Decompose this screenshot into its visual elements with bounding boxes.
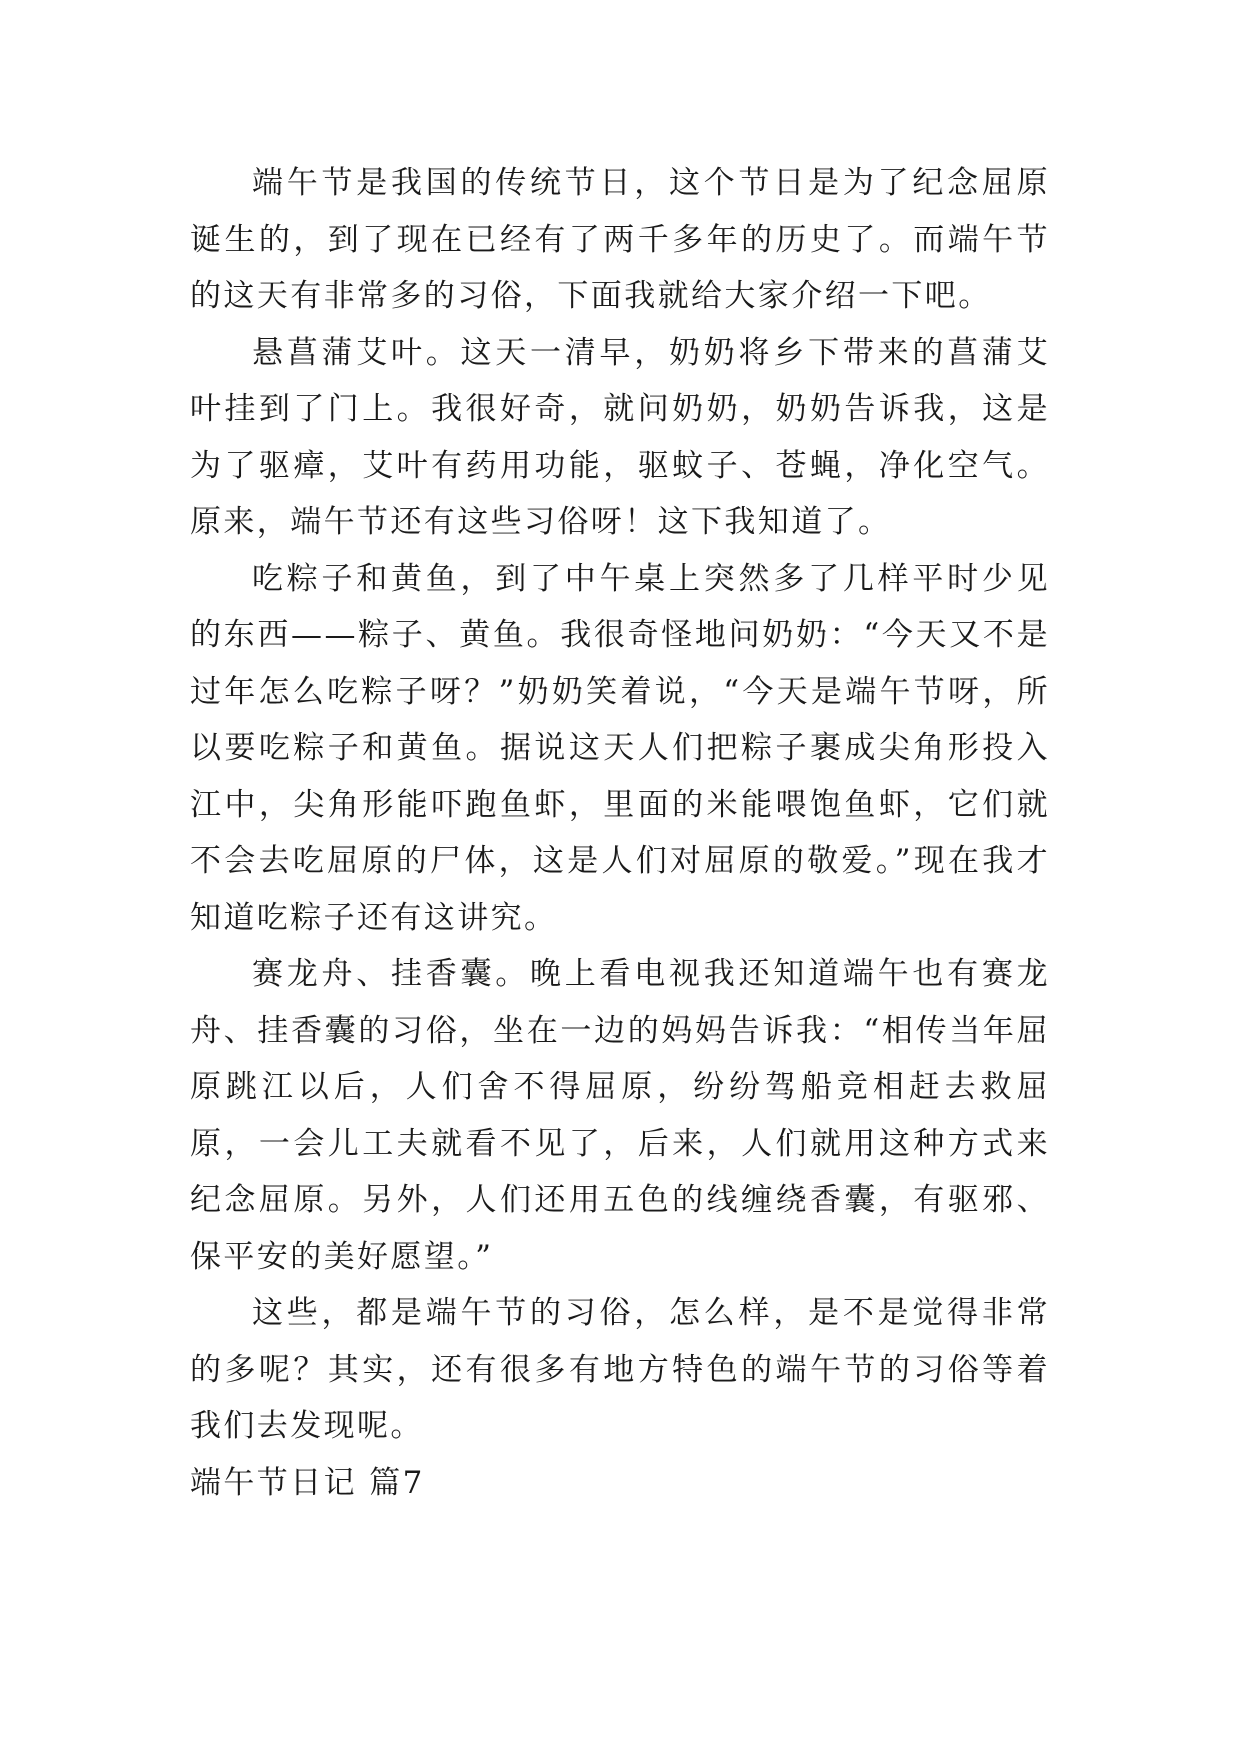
paragraph-dragon-boat: 赛龙舟、挂香囊。晚上看电视我还知道端午也有赛龙舟、挂香囊的习俗，坐在一边的妈妈告诉我：“相传当年屈原跳江以后，人们舍不得屈原，纷纷驾船竞相赶去救屈原，一会儿工夫就看不见了，后来，人们就用这种方式来纪念屈原。另外，人们还用五色的线缠绕香囊，有驱邪、保平安的美好愿望。” — [190, 956, 1050, 1275]
section-heading: 端午节日记 篇7 — [190, 1464, 425, 1501]
paragraph-conclusion: 这些，都是端午节的习俗，怎么样，是不是觉得非常的多呢？其实，还有很多有地方特色的端午节的习俗等着我们去发现呢。 — [190, 1295, 1050, 1444]
paragraph-zongzi: 吃粽子和黄鱼，到了中午桌上突然多了几样平时少见的东西——粽子、黄鱼。我很奇怪地问奶奶：“今天又不是过年怎么吃粽子呀？”奶奶笑着说，“今天是端午节呀，所以要吃粽子和黄鱼。据说这天人们把粽子裹成尖角形投入江中，尖角形能吓跑鱼虾，里面的米能喂饱鱼虾，它们就不会去吃屈原的尸体，这是人们对屈原的敬爱。”现在我才知道吃粽子还有这讲究。 — [190, 560, 1050, 936]
paragraph-intro: 端午节是我国的传统节日，这个节日是为了纪念屈原诞生的，到了现在已经有了两千多年的历史了。而端午节的这天有非常多的习俗，下面我就给大家介绍一下吧。 — [190, 165, 1050, 314]
paragraph-mugwort: 悬菖蒲艾叶。这天一清早，奶奶将乡下带来的菖蒲艾叶挂到了门上。我很好奇，就问奶奶，奶奶告诉我，这是为了驱瘴，艾叶有药用功能，驱蚊子、苍蝇，净化空气。原来，端午节还有这些习俗呀！这下我知道了。 — [190, 334, 1050, 540]
document-body — [190, 155, 1050, 1511]
